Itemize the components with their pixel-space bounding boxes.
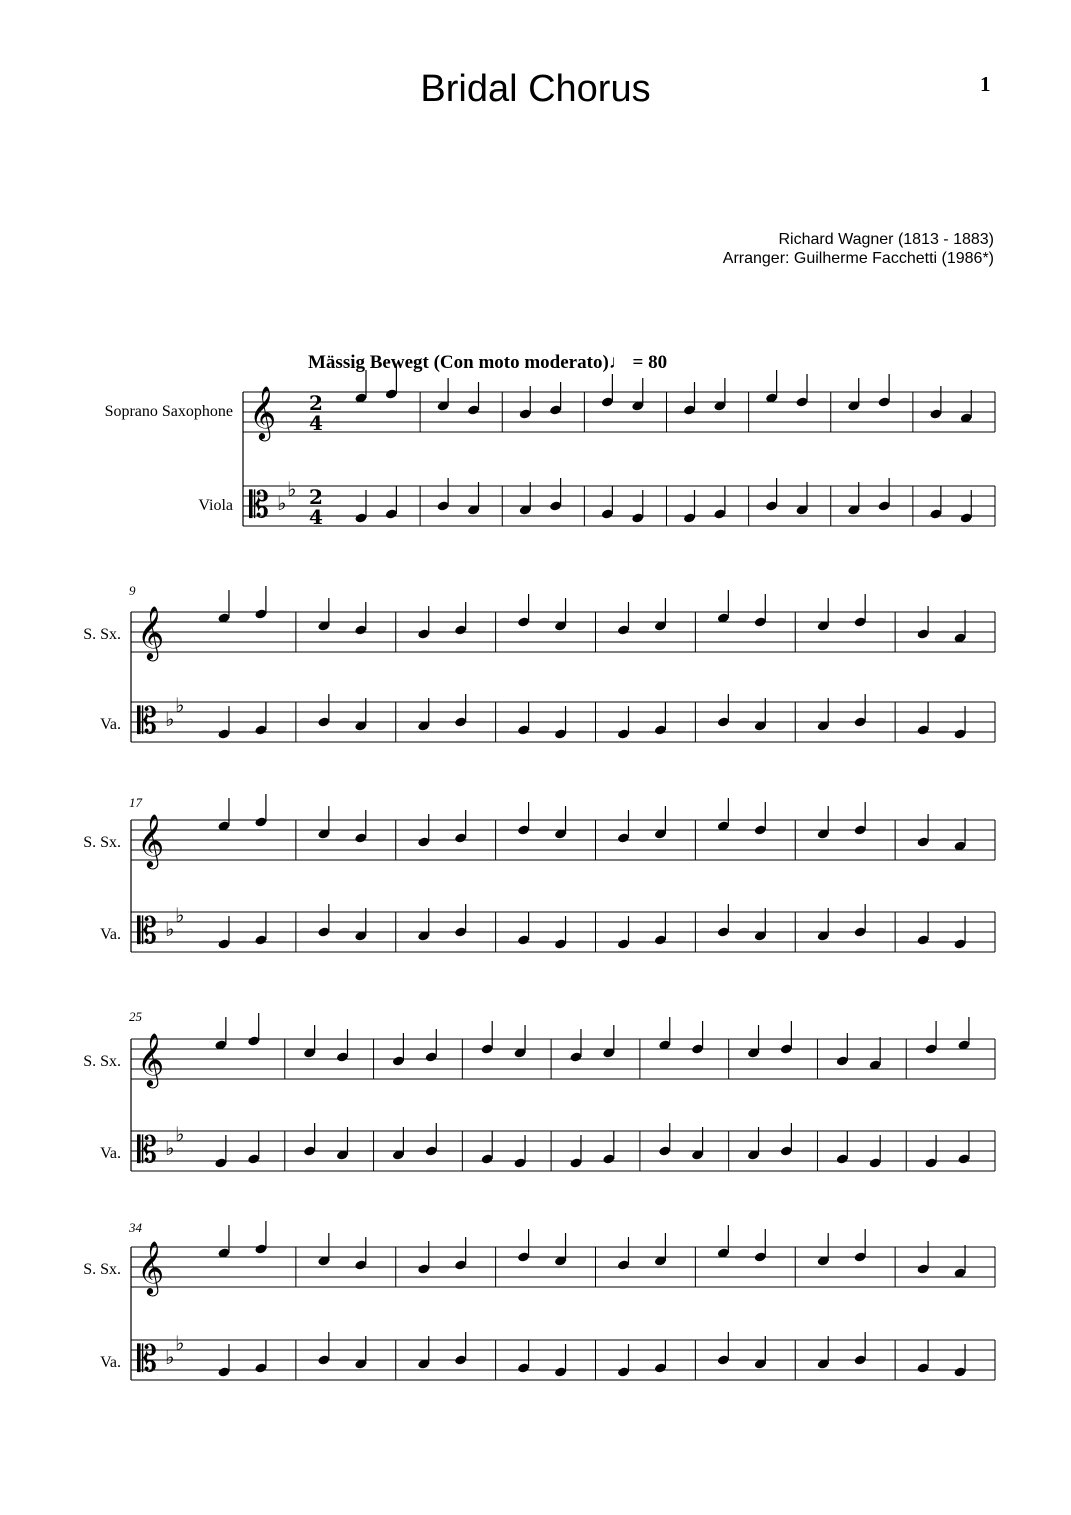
staff-label-soprano-sax: Soprano Saxophone	[104, 403, 233, 420]
flat-icon: ♭	[165, 1136, 175, 1160]
staff-label-soprano-sax: S. Sx.	[83, 1261, 121, 1278]
tempo-marking: Mässig Bewegt (Con moto moderato)♩ = 80	[308, 352, 668, 373]
measure-number: 34	[129, 1220, 142, 1235]
alto-clef-icon: 𝄡	[137, 701, 158, 742]
treble-clef-icon: 𝄞	[137, 813, 165, 867]
flat-icon: ♭	[175, 903, 185, 927]
staff-label-soprano-sax: S. Sx.	[83, 1053, 121, 1070]
flat-icon: ♭	[277, 491, 287, 515]
flat-icon: ♭	[175, 693, 185, 717]
staff-label-viola: Va.	[100, 1145, 121, 1162]
staff-label-soprano-sax: S. Sx.	[83, 834, 121, 851]
staff-label-viola: Va.	[100, 926, 121, 943]
staff-label-viola: Va.	[100, 1354, 121, 1371]
flat-icon: ♭	[175, 1331, 185, 1355]
time-signature-numerator: 2	[309, 391, 323, 415]
treble-clef-icon: 𝄞	[137, 605, 165, 659]
arranger-credit: Arranger: Guilherme Facchetti (1986*)	[722, 250, 994, 267]
treble-clef-icon: 𝄞	[137, 1240, 165, 1294]
treble-clef-icon: 𝄞	[137, 1032, 165, 1086]
flat-icon: ♭	[165, 707, 175, 731]
time-signature-numerator: 2	[309, 485, 323, 509]
staff-label-soprano-sax: S. Sx.	[83, 626, 121, 643]
flat-icon: ♭	[165, 917, 175, 941]
treble-clef-icon: 𝄞	[249, 385, 277, 439]
flat-icon: ♭	[165, 1345, 175, 1369]
alto-clef-icon: 𝄡	[137, 911, 158, 952]
measure-number: 9	[129, 583, 136, 598]
measure-number: 17	[129, 795, 142, 810]
time-signature-denominator: 4	[309, 505, 323, 529]
page-number: 1	[980, 72, 991, 96]
staff-label-viola: Viola	[198, 497, 233, 514]
score-title: Bridal Chorus	[420, 68, 651, 110]
measure-number: 25	[129, 1009, 142, 1024]
staff-label-viola: Va.	[100, 716, 121, 733]
time-signature-denominator: 4	[309, 411, 323, 435]
flat-icon: ♭	[287, 477, 297, 501]
composer-credit: Richard Wagner (1813 - 1883)	[778, 231, 994, 248]
alto-clef-icon: 𝄡	[249, 485, 270, 526]
alto-clef-icon: 𝄡	[137, 1339, 158, 1380]
alto-clef-icon: 𝄡	[137, 1130, 158, 1171]
flat-icon: ♭	[175, 1122, 185, 1146]
